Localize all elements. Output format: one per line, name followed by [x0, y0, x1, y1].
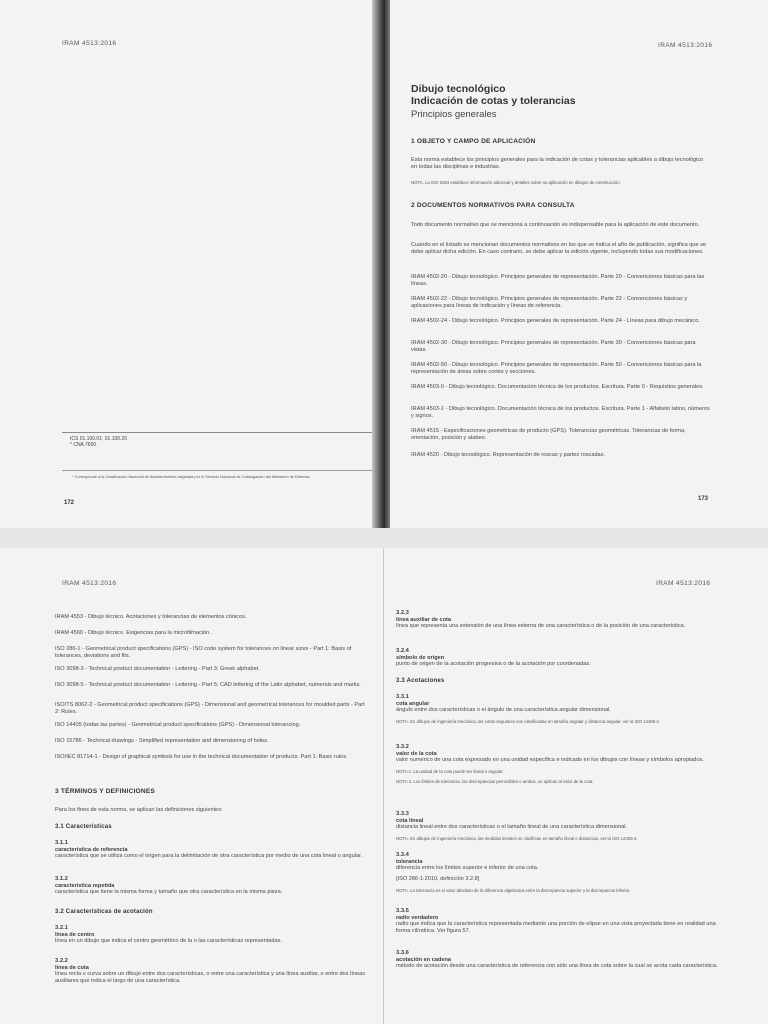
- term-number: 3.2.1: [55, 925, 68, 931]
- subsection-heading: 3.2 Características de acotación: [55, 909, 153, 915]
- reference-item: IRAM 4502-20 - Dibujo tecnológico. Principios generales de representación. Parte 20 - Convenciones básicas para las líneas.: [411, 274, 705, 287]
- term-definition: valor numérico de una cota expresado en una unidad específica e indicado en los dibujos con líneas y símbolos apropiados.: [396, 757, 704, 764]
- term-3-3-3: [396, 811, 721, 841]
- term-3-3-1: [396, 694, 721, 724]
- reference-item: IRAM 4502-30 - Dibujo tecnológico. Principios generales de representación. Parte 30 - Convenciones básicas para vistas.: [411, 340, 696, 353]
- term-definition: punto de origen de la acotación progresiva o de la acotación por coordenadas.: [396, 661, 591, 668]
- reference-item: IRAM 4502-50 - Dibujo tecnológico. Principios generales de representación. Parte 50 - Convenciones básicas para la representación de áreas sobre cortes y secciones.: [411, 362, 702, 375]
- term-3-2-1: [55, 925, 365, 945]
- ics-line: ICS 01.100.01; 01.100.20: [70, 436, 127, 442]
- term-note: NOTA. La tolerancia es el valor absoluto de la diferencia algebraica entre la discrepancia superior y la discrepancia inferior.: [396, 887, 631, 893]
- footnote: * Corresponde a la Clasificación Nacional de Abastecimiento asignada por el Servicio Nacional de Catalogación del Ministerio de Defensa.: [72, 474, 311, 479]
- term-number: 3.2.2: [55, 958, 68, 964]
- term-3-2-4: [396, 648, 721, 668]
- title-line-2: Indicación de cotas y tolerancias: [411, 95, 576, 107]
- page-175: [384, 548, 768, 1024]
- page-header: IRAM 4513:2016: [656, 580, 711, 587]
- term-number: 3.3.1: [396, 694, 409, 700]
- term-name: acotación en cadena: [396, 956, 452, 963]
- reference-item: ISO/TS 8062-2 - Geometrical product specifications (GPS) - Dimensional and geometrical tolerances for moulded parts - Part 2: Rules.: [55, 702, 365, 715]
- cna-line: * CNA 7650: [70, 442, 97, 448]
- section-3-intro: Para los fines de esta norma, se aplican las definiciones siguientes:: [55, 807, 223, 813]
- term-definition: línea en un dibujo que indica el centro geométrico de la o las características representadas.: [55, 938, 282, 945]
- term-definition: característica que tiene la misma forma y tamaño que otra característica en la misma pieza.: [55, 889, 283, 896]
- term-definition: característica que se utiliza como el origen para la delimitación de otra característica por medio de una cota lineal o angular.: [55, 853, 363, 860]
- term-number: 3.3.3: [396, 811, 409, 817]
- section-2-heading: 2 DOCUMENTOS NORMATIVOS PARA CONSULTA: [411, 202, 575, 209]
- subtitle: Principios generales: [411, 109, 497, 120]
- divider-line: [62, 432, 372, 433]
- reference-item: ISO 3098-5 - Technical product documentation - Lettering - Part 5: CAD lettering of the Latin alphabet, numerals and marks.: [55, 682, 361, 688]
- term-definition: ángulo entre dos características o el ángulo de una característica angular dimensional.: [396, 707, 611, 714]
- section-1-text: Esta norma establece los principios generales para la indicación de cotas y tolerancias aplicables a dibujo tecnológico en todas las disciplinas e industrias.: [411, 157, 704, 170]
- term-number: 3.2.4: [396, 648, 409, 654]
- term-number: 3.1.2: [55, 876, 68, 882]
- reference-item: IRAM 4560 - Dibujo técnico. Exigencias para la microfilmación.: [55, 630, 211, 636]
- term-definition: método de acotación desde una característica de referencia con sólo una línea de cota sobre la cual se acota cada característica.: [396, 963, 718, 970]
- term-name: línea auxiliar de cota: [396, 616, 452, 623]
- term-name: línea de centro: [55, 931, 95, 938]
- term-definition: diferencia entre los límites superior e inferior de una cota.: [396, 865, 539, 872]
- term-3-2-2: [55, 958, 365, 985]
- term-note: NOTA. En dibujos de ingeniería mecánica, las medidas lineales se clasifican en tamaño lineal o distancias, ver la ISO 14405-2.: [396, 835, 638, 841]
- page-number: 172: [64, 500, 75, 506]
- term-3-3-4: [396, 852, 721, 893]
- page-174: [0, 548, 384, 1024]
- reference-item: IRAM 4515 - Especificaciones geométricas de producto (GPS). Tolerancias geométricas. Tolerancias de forma, orientación, posición y alabeo.: [411, 428, 686, 441]
- ics-codes: [70, 436, 127, 448]
- term-name: cota lineal: [396, 817, 424, 824]
- section-1-heading: 1 OBJETO Y CAMPO DE APLICACIÓN: [411, 138, 536, 145]
- section-2-intro: Todo documento normativo que se menciona a continuación es indispensable para la aplicación de este documento.: [411, 222, 700, 228]
- term-note: NOTA 1. La unidad de la cota puede ser lineal o angular.: [396, 768, 504, 774]
- page-header: IRAM 4513:2016: [62, 40, 117, 47]
- term-definition: distancia lineal entre dos características o el tamaño lineal de una característica dimensional.: [396, 824, 628, 831]
- term-3-3-2: [396, 744, 721, 785]
- reference-item: ISO/IEC 81714-1 - Design of graphical symbols for use in the technical documentation of products. Part 1: Basic rules.: [55, 754, 348, 760]
- term-name: valor de la cota: [396, 750, 437, 757]
- subsection-heading: 3.3 Acotaciones: [396, 678, 445, 684]
- term-3-3-5: [396, 908, 721, 935]
- section-2-intro: Cuando en el listado se mencionan documentos normativos en los que se indica el año de publicación, significa que se debe aplicar dicha edición. En caso contrario, se debe aplicar la edición vigente, incluyendo todas sus modificaciones.: [411, 242, 707, 255]
- term-reference: [ISO 286-1:2010, definición 3.2.8]: [396, 875, 480, 882]
- term-number: 3.1.1: [55, 840, 68, 846]
- term-number: 3.3.5: [396, 908, 409, 914]
- term-3-1-1: [55, 840, 365, 860]
- term-3-1-2: [55, 876, 365, 896]
- reference-item: ISO 3098-3 - Technical product documentation - Lettering - Part 3: Greek alphabet.: [55, 666, 260, 672]
- term-name: símbolo de origen: [396, 654, 445, 661]
- term-name: característica de referencia: [55, 846, 128, 853]
- term-definition: radio que indica que la característica representada mediante una porción de elipse en una vista proyectada tiene en realidad una forma cilíndrica. Ver figura 57.: [396, 921, 716, 934]
- page-header: IRAM 4513:2016: [62, 580, 117, 587]
- term-note: NOTA. En dibujos de ingeniería mecánica, las cotas angulares son clasificadas en tamaño angular y distancia angular, ver la ISO 14405-2.: [396, 718, 661, 724]
- section-3-heading: 3 TÉRMINOS Y DEFINICIONES: [55, 788, 156, 795]
- term-3-3-6: [396, 950, 721, 970]
- spread-gap: [0, 528, 768, 548]
- term-number: 3.2.3: [396, 610, 409, 616]
- term-number: 3.3.6: [396, 950, 409, 956]
- term-3-2-3: [396, 610, 721, 630]
- reference-item: IRAM 4503-1 - Dibujo tecnológico. Documentación técnica de los productos. Escritura. Parte 1 - Alfabeto latino, números y signos.: [411, 406, 710, 419]
- term-name: cota angular: [396, 700, 430, 707]
- term-name: radio verdadero: [396, 914, 439, 921]
- reference-item: ISO 15786 - Technical drawings - Simplified representation and dimensioning of holes.: [55, 738, 269, 744]
- page-header: IRAM 4513:2016: [658, 42, 713, 49]
- reference-item: IRAM 4503-0 - Dibujo tecnológico. Documentación técnica de los productos. Escritura. Parte 0 - Requisitos generales.: [411, 384, 704, 390]
- term-name: línea de cota: [55, 964, 89, 971]
- title-line-1: Dibujo tecnológico: [411, 83, 506, 95]
- term-note: NOTA 2. Los límites de tolerancia, las discrepancias permisibles o ambos, se aplican al valor de la cota.: [396, 779, 594, 785]
- reference-item: ISO 286-1 - Geometrical product specifications (GPS) - ISO code system for tolerances on linear sizes - Part 1: Basis of tolerances, deviations and fits.: [55, 646, 352, 659]
- page-173: [390, 0, 768, 528]
- reference-item: ISO 14405 (todas las partes) - Geometrical product specifications (GPS) - Dimensional tolerancing.: [55, 722, 301, 728]
- section-1-note: NOTA. La ISO 6284 establece información adicional y detalles sobre su aplicación en dibujos de construcción.: [411, 180, 621, 185]
- reference-item: IRAM 4520 - Dibujo tecnológico. Representación de roscas y partes roscadas.: [411, 452, 606, 458]
- page-number: 173: [698, 496, 709, 502]
- page-172: [0, 0, 378, 528]
- term-name: tolerancia: [396, 858, 423, 865]
- term-definition: línea recta o curva sobre un dibujo entre dos características, o entre una característica y una línea auxiliar, o entre dos líneas auxiliares que indica el largo de una característica.: [55, 971, 366, 984]
- reference-item: IRAM 4502-24 - Dibujo tecnológico. Principios generales de representación. Parte 24 - Líneas para dibujo mecánico.: [411, 318, 700, 324]
- divider-line: [62, 470, 372, 471]
- term-definition: línea que representa una extensión de una línea externa de una característica o de la posición de una característica.: [396, 623, 686, 630]
- document-title: [411, 83, 731, 120]
- term-number: 3.3.4: [396, 852, 409, 858]
- term-name: característica repetida: [55, 882, 115, 889]
- term-number: 3.3.2: [396, 744, 409, 750]
- reference-item: IRAM 4502-22 - Dibujo tecnológico. Principios generales de representación. Parte 22 - Convenciones básicas y aplicaciones para líneas de indicación y líneas de referencia.: [411, 296, 688, 309]
- reference-item: IRAM 4553 - Dibujo técnico. Acotaciones y tolerancias de elementos cónicos.: [55, 614, 247, 620]
- subsection-heading: 3.1 Características: [55, 824, 112, 830]
